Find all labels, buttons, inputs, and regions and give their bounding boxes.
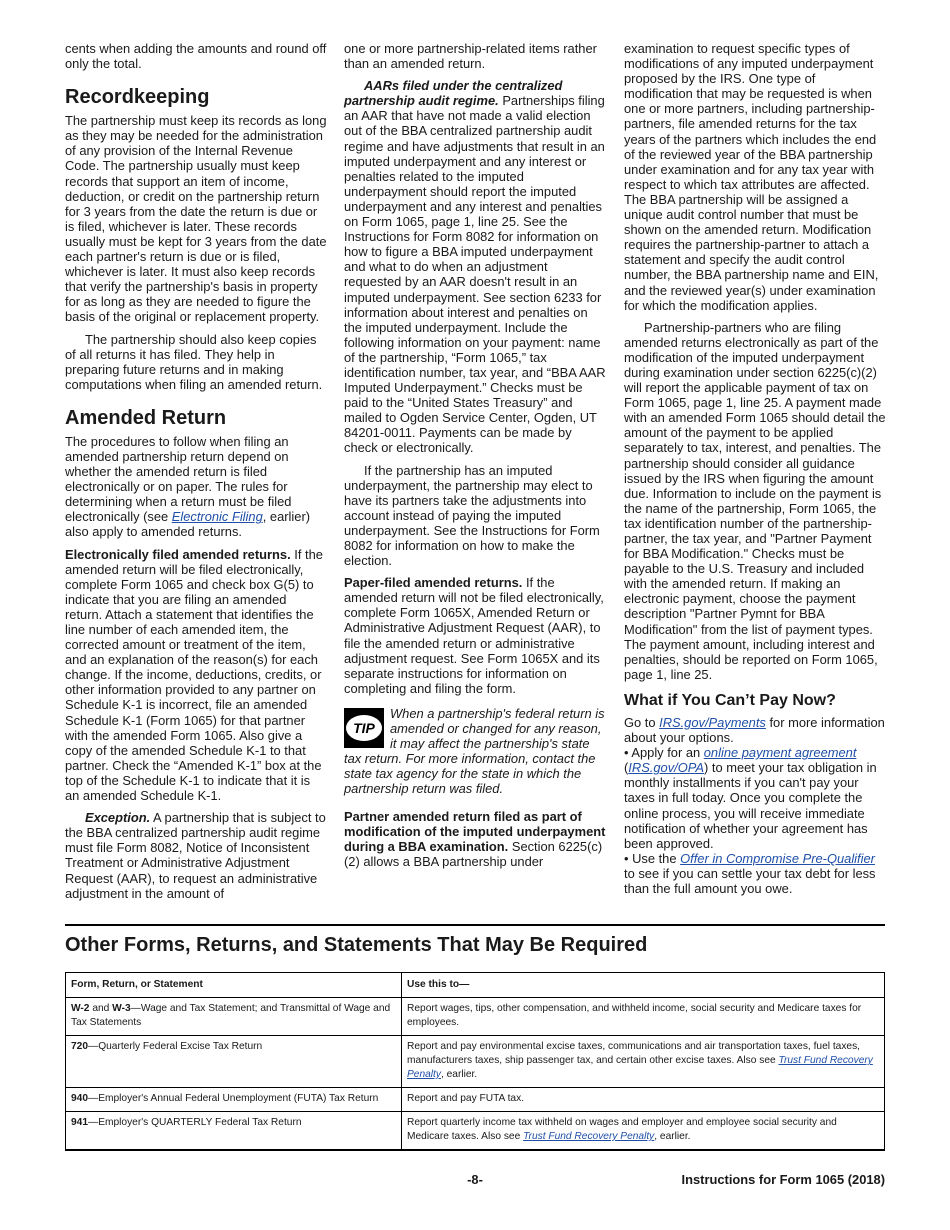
column-header: Use this to—	[402, 973, 885, 998]
use-cell: Report wages, tips, other compensation, and withheld income, social security and Medicare taxes for employees.	[402, 998, 885, 1036]
column-middle	[344, 41, 606, 876]
paragraph: The procedures to follow when filing an amended partnership return depend on whether the amended return is filed electronically or on paper. The rules for determining when a return must be filed electronically (see Electronic Filing, earlier) also apply to amended returns.	[65, 433, 311, 540]
run-in-heading: Exception.	[85, 810, 151, 826]
trust-fund-recovery-penalty-link[interactable]: Trust Fund Recovery Penalty	[407, 1055, 873, 1080]
tip-label: TIP	[353, 719, 375, 736]
tip-box	[344, 706, 606, 797]
recordkeeping-heading: Recordkeeping	[65, 86, 210, 109]
paragraph: The partnership should also keep copies of all returns it has filed. They help in preparing future returns and in making computations when filing an amended return.	[65, 331, 323, 392]
form-cell: W-2 and W-3—Wage and Tax Statement; and Transmittal of Wage and Tax Statements	[66, 998, 402, 1036]
column-header: Form, Return, or Statement	[66, 973, 402, 998]
paragraph: The partnership must keep its records as long as they may be needed for the administration of any provision of the Internal Revenue Code. The partnership usually must keep records that support an item of income, deduction, or credit on the partnership return for 3 years from the date the return is due or is filed, whichever is later. These records usually must be kept for 3 years from the date each partner's return is due or is filed, whichever is later. It must also keep records that verify the partnership's basis in property for as long as they are needed to figure the basis of the original or replacement property.	[65, 113, 327, 325]
paragraph: If the partnership has an imputed underpayment, the partnership may elect to have its partners take the adjustments into account instead of paying the imputed underpayment. See the Instructions for Form 8082 for information on how to make the election.	[344, 462, 600, 569]
electronic-filing-link[interactable]: Electronic Filing	[171, 509, 263, 525]
online-payment-agreement-link[interactable]: online payment agreement	[703, 745, 857, 761]
paragraph: Partnership-partners who are filing amended returns electronically as part of the modification of the imputed underpayment during examination under section 6225(c)(2) will report the applicable payment of tax on Form 1065, page 1, line 25. A payment made with an amended Form 1065 should detail the amount of the payment to be applied separately to tax, interest, and penalties. The partnership should consider all guidance issued by the IRS when figuring the amount due. Information to include on the payment is the name of the partnership, Form 1065, the tax identification number of the partnership-partner, the tax year, and "Partner Payment for BBA Modification." Checks must be payable to the U.S. Treasury and included with the amended return. If making an electronic payment, choose the payment description "Partner Pymnt for BBA Modification" from the list of payment types. The payment amount, including interest and penalties, should be reported on Form 1065, page 1, line 25.	[624, 319, 886, 682]
paragraph: one or more partnership-related items rather than an amended return.	[344, 41, 597, 72]
use-cell: Report and pay FUTA tax.	[402, 1088, 885, 1112]
paragraph: Electronically filed amended returns. If the amended return will be filed electronically, complete Form 1065 and check box G(5) to indicate that you are filing an amended return. Attach a statement that identifies the line number of each amended item, the corrected amount or treatment of the item, and an explanation of the reason(s) for each change. If the income, deductions, credits, or other information provided to any partner on Schedule K-1 is incorrect, file an amended Schedule K-1 (Form 1065) for that partner with the amended Form 1065. Also give a copy of the amended Schedule K-1 to that partner. Check the “Amended K-1” box at the top of the Schedule K-1 to indicate that it is an amended Schedule K-1.	[65, 546, 323, 804]
irs-payments-link[interactable]: IRS.gov/Payments	[659, 714, 766, 730]
paragraph: Partner amended return filed as part of modification of the imputed underpayment during a BBA examination. Section 6225(c)(2) allows a BBA partnership under	[344, 808, 606, 869]
amended-return-heading: Amended Return	[65, 406, 227, 429]
form-cell: 941—Employer's QUARTERLY Federal Tax Return	[66, 1112, 402, 1151]
forms-table	[65, 972, 885, 1151]
form-cell: 940—Employer's Annual Federal Unemployment (FUTA) Tax Return	[66, 1088, 402, 1112]
paragraph: Paper-filed amended returns. If the amended return will not be filed electronically, complete Form 1065X, Amended Return or Administrative Adjustment Request (AAR), to file the amended return or administrative adjustment request. See Form 1065X and its separate instructions for information on completing and filing the form.	[344, 575, 604, 696]
paragraph: Exception. A partnership that is subject to the BBA centralized partnership audit regime must file Form 8082, Notice of Inconsistent Treatment or Administrative Adjustment Request (AAR), to request an administrative adjustment in the amount of	[65, 810, 326, 901]
use-cell: Report and pay environmental excise taxes, communications and air transportation taxes, fuel taxes, manufacturers taxes, ship passenger tax, and certain other excise taxes. Also see Trust Fund Recovery Penalty, earlier.	[402, 1036, 885, 1088]
page-number: -8-	[467, 1172, 483, 1187]
table-row	[66, 998, 885, 1036]
tip-icon	[344, 708, 384, 748]
column-left	[65, 41, 327, 908]
cant-pay-heading: What if You Can’t Pay Now?	[624, 691, 836, 709]
run-in-heading: Electronically filed amended returns.	[65, 546, 291, 562]
tip-text: When a partnership's federal return is amended or changed for any reason, it may affect the partnership's state tax return. For more information, contact the state tax agency for the state in which the partnership return was filed.	[344, 705, 605, 797]
paragraph: cents when adding the amounts and round off only the total.	[65, 41, 327, 72]
run-in-heading: AARs filed under the centralized partnership audit regime.	[344, 78, 563, 109]
paragraph: examination to request specific types of modifications of any imputed underpayment proposed by the IRS. One type of modification that may be requested is when one or more partners, including partnership-partners, file amended returns for the tax years of the partners which includes the end of the reviewed year of the BBA partnership under examination and for any tax year with respect to which tax attributes are affected. The BBA partnership will be assigned a unique audit control number that must be shown on the amended return. Modification requires the partnership-partner to attach a statement and specify the audit control number, the BBA partnership name and EIN, and the reviewed year(s) under examination for which the modification applies.	[624, 41, 879, 313]
trust-fund-recovery-penalty-link[interactable]: Trust Fund Recovery Penalty	[523, 1131, 655, 1142]
table-row	[66, 1088, 885, 1112]
other-forms-heading: Other Forms, Returns, and Statements That May Be Required	[65, 934, 648, 956]
form-cell: 720—Quarterly Federal Excise Tax Return	[66, 1036, 402, 1088]
paragraph: Go to IRS.gov/Payments for more information about your options.	[624, 714, 885, 746]
table-header-row	[66, 973, 885, 998]
section-divider	[65, 924, 885, 926]
table-row	[66, 1036, 885, 1088]
column-right	[624, 41, 886, 896]
run-in-heading: Paper-filed amended returns.	[344, 575, 523, 591]
run-in-heading: Partner amended return filed as part of modification of the imputed underpayment during a BBA examination.	[344, 808, 606, 854]
table-row	[66, 1112, 885, 1151]
irs-opa-link[interactable]: IRS.gov/OPA	[628, 760, 704, 776]
use-cell: Report quarterly income tax withheld on wages and employer and employee social security and Medicare taxes. Also see Trust Fund Recovery Penalty, earlier.	[402, 1112, 885, 1151]
offer-in-compromise-link[interactable]: Offer in Compromise Pre-Qualifier	[680, 850, 875, 866]
bullet-item: • Apply for an online payment agreement (IRS.gov/OPA) to meet your tax obligation in monthly installments if you can't pay your taxes in full today. Once you complete the online process, you will receive immediate notification of whether your agreement has been approved.	[624, 745, 877, 851]
bullet-item: • Use the Offer in Compromise Pre-Qualifier to see if you can settle your tax debt for less than the full amount you owe.	[624, 850, 876, 896]
form-identifier: Instructions for Form 1065 (2018)	[681, 1172, 885, 1187]
paragraph: AARs filed under the centralized partnership audit regime. Partnerships filing an AAR that have not made a valid election out of the BBA centralized partnership audit regime and have adjustments that result in an imputed underpayment and any interest or penalties related to the imputed underpayment should report the imputed underpayment and any interest and penalties on Form 1065, page 1, line 25. See the Instructions for Form 8082 for information on how to figure a BBA imputed underpayment and what to do when an adjustment requested by an AAR doesn't result in an imputed underpayment. See section 6233 for information about interest and penalties on the imputed underpayment. Include the following information on your payment: name of the partnership, “Form 1065,” tax identification number, tax year, and “BBA AAR Imputed Underpayment.” Checks must be paid to the “United States Treasury” and mailed to Ogden Service Center, Ogden, UT 84201-0011. Payments can be made by check or electronically.	[344, 78, 606, 456]
